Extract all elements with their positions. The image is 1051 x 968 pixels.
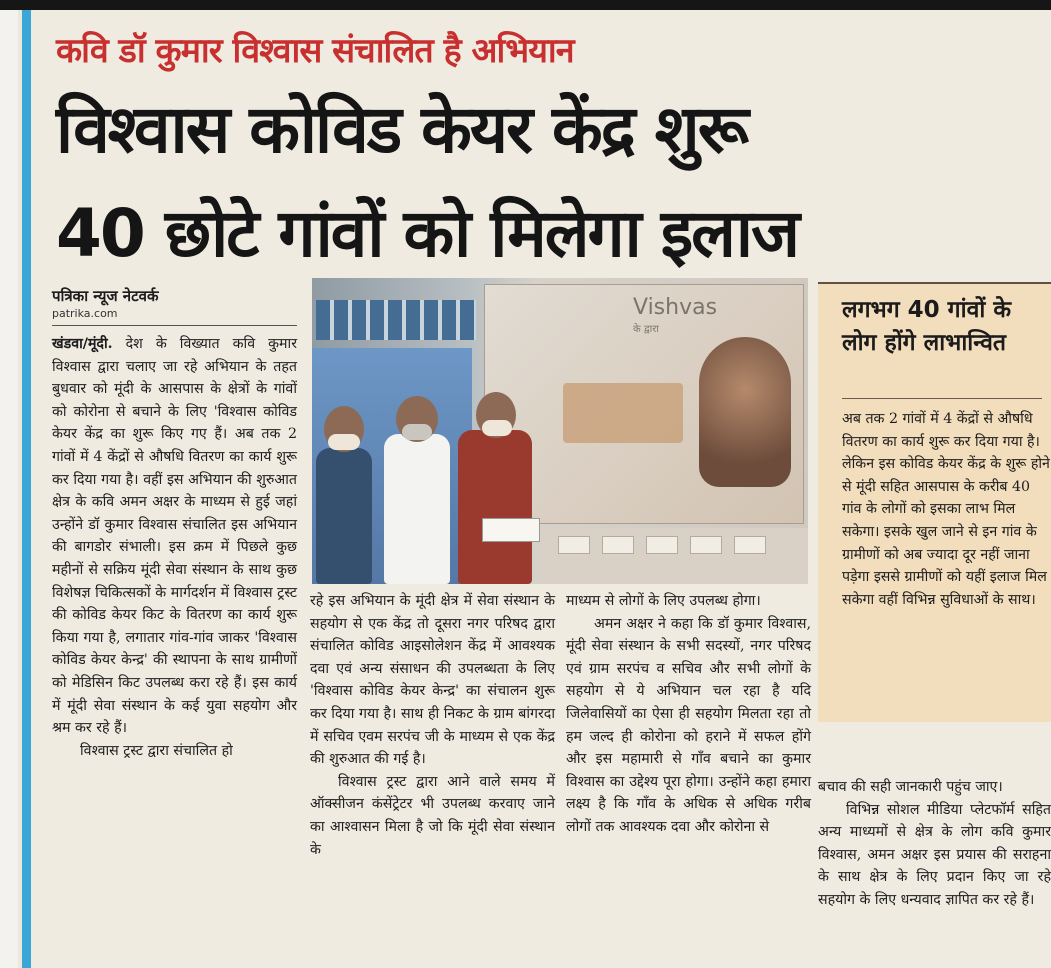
photo-window <box>316 300 476 340</box>
left-margin <box>0 10 18 968</box>
sidebar-box <box>818 282 1051 722</box>
kit-packet <box>558 536 590 554</box>
accent-bar <box>22 10 31 968</box>
column-4-paragraph-1: बचाव की सही जानकारी पहुंच जाए। <box>818 779 1003 795</box>
kicker: कवि डॉ कुमार विश्वास संचालित है अभियान <box>56 31 574 71</box>
event-photo <box>312 278 808 584</box>
column-3-paragraph-1: माध्यम से लोगों के लिए उपलब्ध होगा। <box>566 593 761 609</box>
face-mask-2 <box>402 424 432 440</box>
byline: पत्रिका न्यूज नेटवर्क <box>52 287 159 305</box>
column-3-paragraph-2: अमन अक्षर ने कहा कि डॉ कुमार विश्वास, मूंदी सेवा संस्थान के सभी सदस्यों, नगर परिषद एवं ग्राम सरपंच व सचिव और सभी लोगों के सहयोग से ये अभियान चल रहा है यदि जिलेवासियों का ऐसा ही सहयोग मिलता रहा तो हम जल्द ही कोरोना को हराने में सफल होंगे और इस महामारी से गाँव बचाने का कुमार विश्वास का उद्देश्य पूरा होगा। उन्होंने कहा हमारा लक्ष्य है कि गाँव के अधिक से अधिक गरीब लोगों तक आवश्यक दवा और कोरोना से <box>566 615 811 835</box>
sidebar-paragraph: अब तक 2 गांवों में 4 केंद्रों से औषधि वितरण का कार्य शुरू कर दिया गया है। लेकिन इस कोविड केयर केंद्र के शुरू होने से मूंदी सहित आसपास के करीब 40 गांव के लोगों को इसका लाभ मिल सकेगा। इसके खुल जाने से इन गांव के ग्रामीणों को अब ज्यादा दूर नहीं जाना पड़ेगा इससे ग्रामीणों को यहीं इलाज मिल सकेगा वहीं विभिन्न सुविधाओं के साथ। <box>842 411 1050 608</box>
person-1 <box>316 448 372 584</box>
medicine-kit-box <box>482 518 540 542</box>
screen-portrait <box>699 337 791 487</box>
byline-url: patrika.com <box>52 307 118 320</box>
kit-packet <box>734 536 766 554</box>
column-4-paragraph-2: विभिन्न सोशल मीडिया प्लेटफॉर्म सहित अन्य माध्यमों से क्षेत्र के लोग कवि कुमार विश्वास, अमन अक्षर इस प्रयास की सराहना के साथ क्षेत्र के लिए प्रदान किए जा रहे सहयोग के लिए धन्यवाद ज्ञापित कर रहे हैं। <box>818 801 1051 908</box>
column-3 <box>566 590 811 839</box>
screen-title: Vishvas <box>633 295 718 320</box>
column-2 <box>310 590 555 861</box>
sidebar-rule <box>842 398 1042 399</box>
person-3 <box>458 430 532 584</box>
screen-subtitle: के द्वारा <box>633 324 659 335</box>
byline-rule <box>52 325 297 326</box>
column-1-paragraph-1: देश के विख्यात कवि कुमार विश्वास द्वारा चलाए जा रहे अभियान के तहत बुधवार को मूंदी के आसपास के क्षेत्रों के गांवों को कोरोना से बचाने के लिए 'विश्वास कोविड केयर केंद्र का शुरू किए गए हैं। अब तक 2 गांवों में 4 केंद्रों से औषधि वितरण का कार्य शुरू कर दिया गया है। वहीं इस अभियान की शुरुआत क्षेत्र के कवि अमन अक्षर के माध्यम से हुई जहां उन्होंने डॉ कुमार विश्वास संचालित इस अभियान की बागडोर संभाली। इस क्रम में पिछले कुछ महीनों से सक्रिय मूंदी सेवा संस्थान के साथ कुछ विशेषज्ञ चिकित्सकों के मार्गदर्शन में विश्वास ट्रस्ट की कोविड केयर किट के वितरण का कार्य शुरू किया गया है, लगातार गांव-गांव जाकर 'विश्वास कोविड केयर केन्द्र' की स्थापना के साथ ग्रामीणों को मेडिसिन किट उपलब्ध करा रहे हैं। इस कार्य में मूंदी सेवा संस्थान के कई युवा सहयोग और श्रम कर रहे हैं। <box>52 336 297 737</box>
kit-packet <box>690 536 722 554</box>
person-2 <box>384 434 450 584</box>
column-2-paragraph-2: विश्वास ट्रस्ट द्वारा आने वाले समय में ऑक्सीजन कंसेंट्रेटर भी उपलब्ध करवाए जाने का आश्वासन मिला है जो कि मूंदी सेवा संस्थान के <box>310 773 555 858</box>
sidebar-heading: लगभग 40 गांवों के लोग होंगे लाभान्वित <box>842 297 1012 356</box>
sidebar-body <box>842 408 1051 611</box>
projector-screen <box>484 284 804 524</box>
column-2-paragraph-1: रहे इस अभियान के मूंदी क्षेत्र में सेवा संस्थान के सहयोग से एक केंद्र तो दूसरा नगर परिषद द्वारा संचालित कोविड आइसोलेशन केंद्र में आवश्यक दवा एवं अन्य संसाधन की उपलब्धता के लिए 'विश्वास कोविड केयर केन्द्र' का संचालन शुरू कर दिया गया है। साथ ही निकट के ग्राम बांगरदा में सचिव एवम सरपंच जी के माध्यम से एक केंद्र की शुरुआत की गई है। <box>310 593 555 768</box>
screen-banner <box>563 383 683 443</box>
face-mask-1 <box>328 434 360 450</box>
headline-line-2: 40 छोटे गांवों को मिलेगा इलाज <box>56 195 798 272</box>
column-1 <box>52 333 297 762</box>
column-1-paragraph-2: विश्वास ट्रस्ट द्वारा संचालित हो <box>80 742 233 759</box>
face-mask-3 <box>482 420 512 436</box>
dateline: खंडवा/मूंदी. <box>52 336 113 352</box>
kit-packet <box>602 536 634 554</box>
column-4 <box>818 776 1051 912</box>
headline-line-1: विश्वास कोविड केयर केंद्र शुरू <box>56 91 747 168</box>
kit-packet <box>646 536 678 554</box>
top-dark-border <box>0 0 1051 10</box>
